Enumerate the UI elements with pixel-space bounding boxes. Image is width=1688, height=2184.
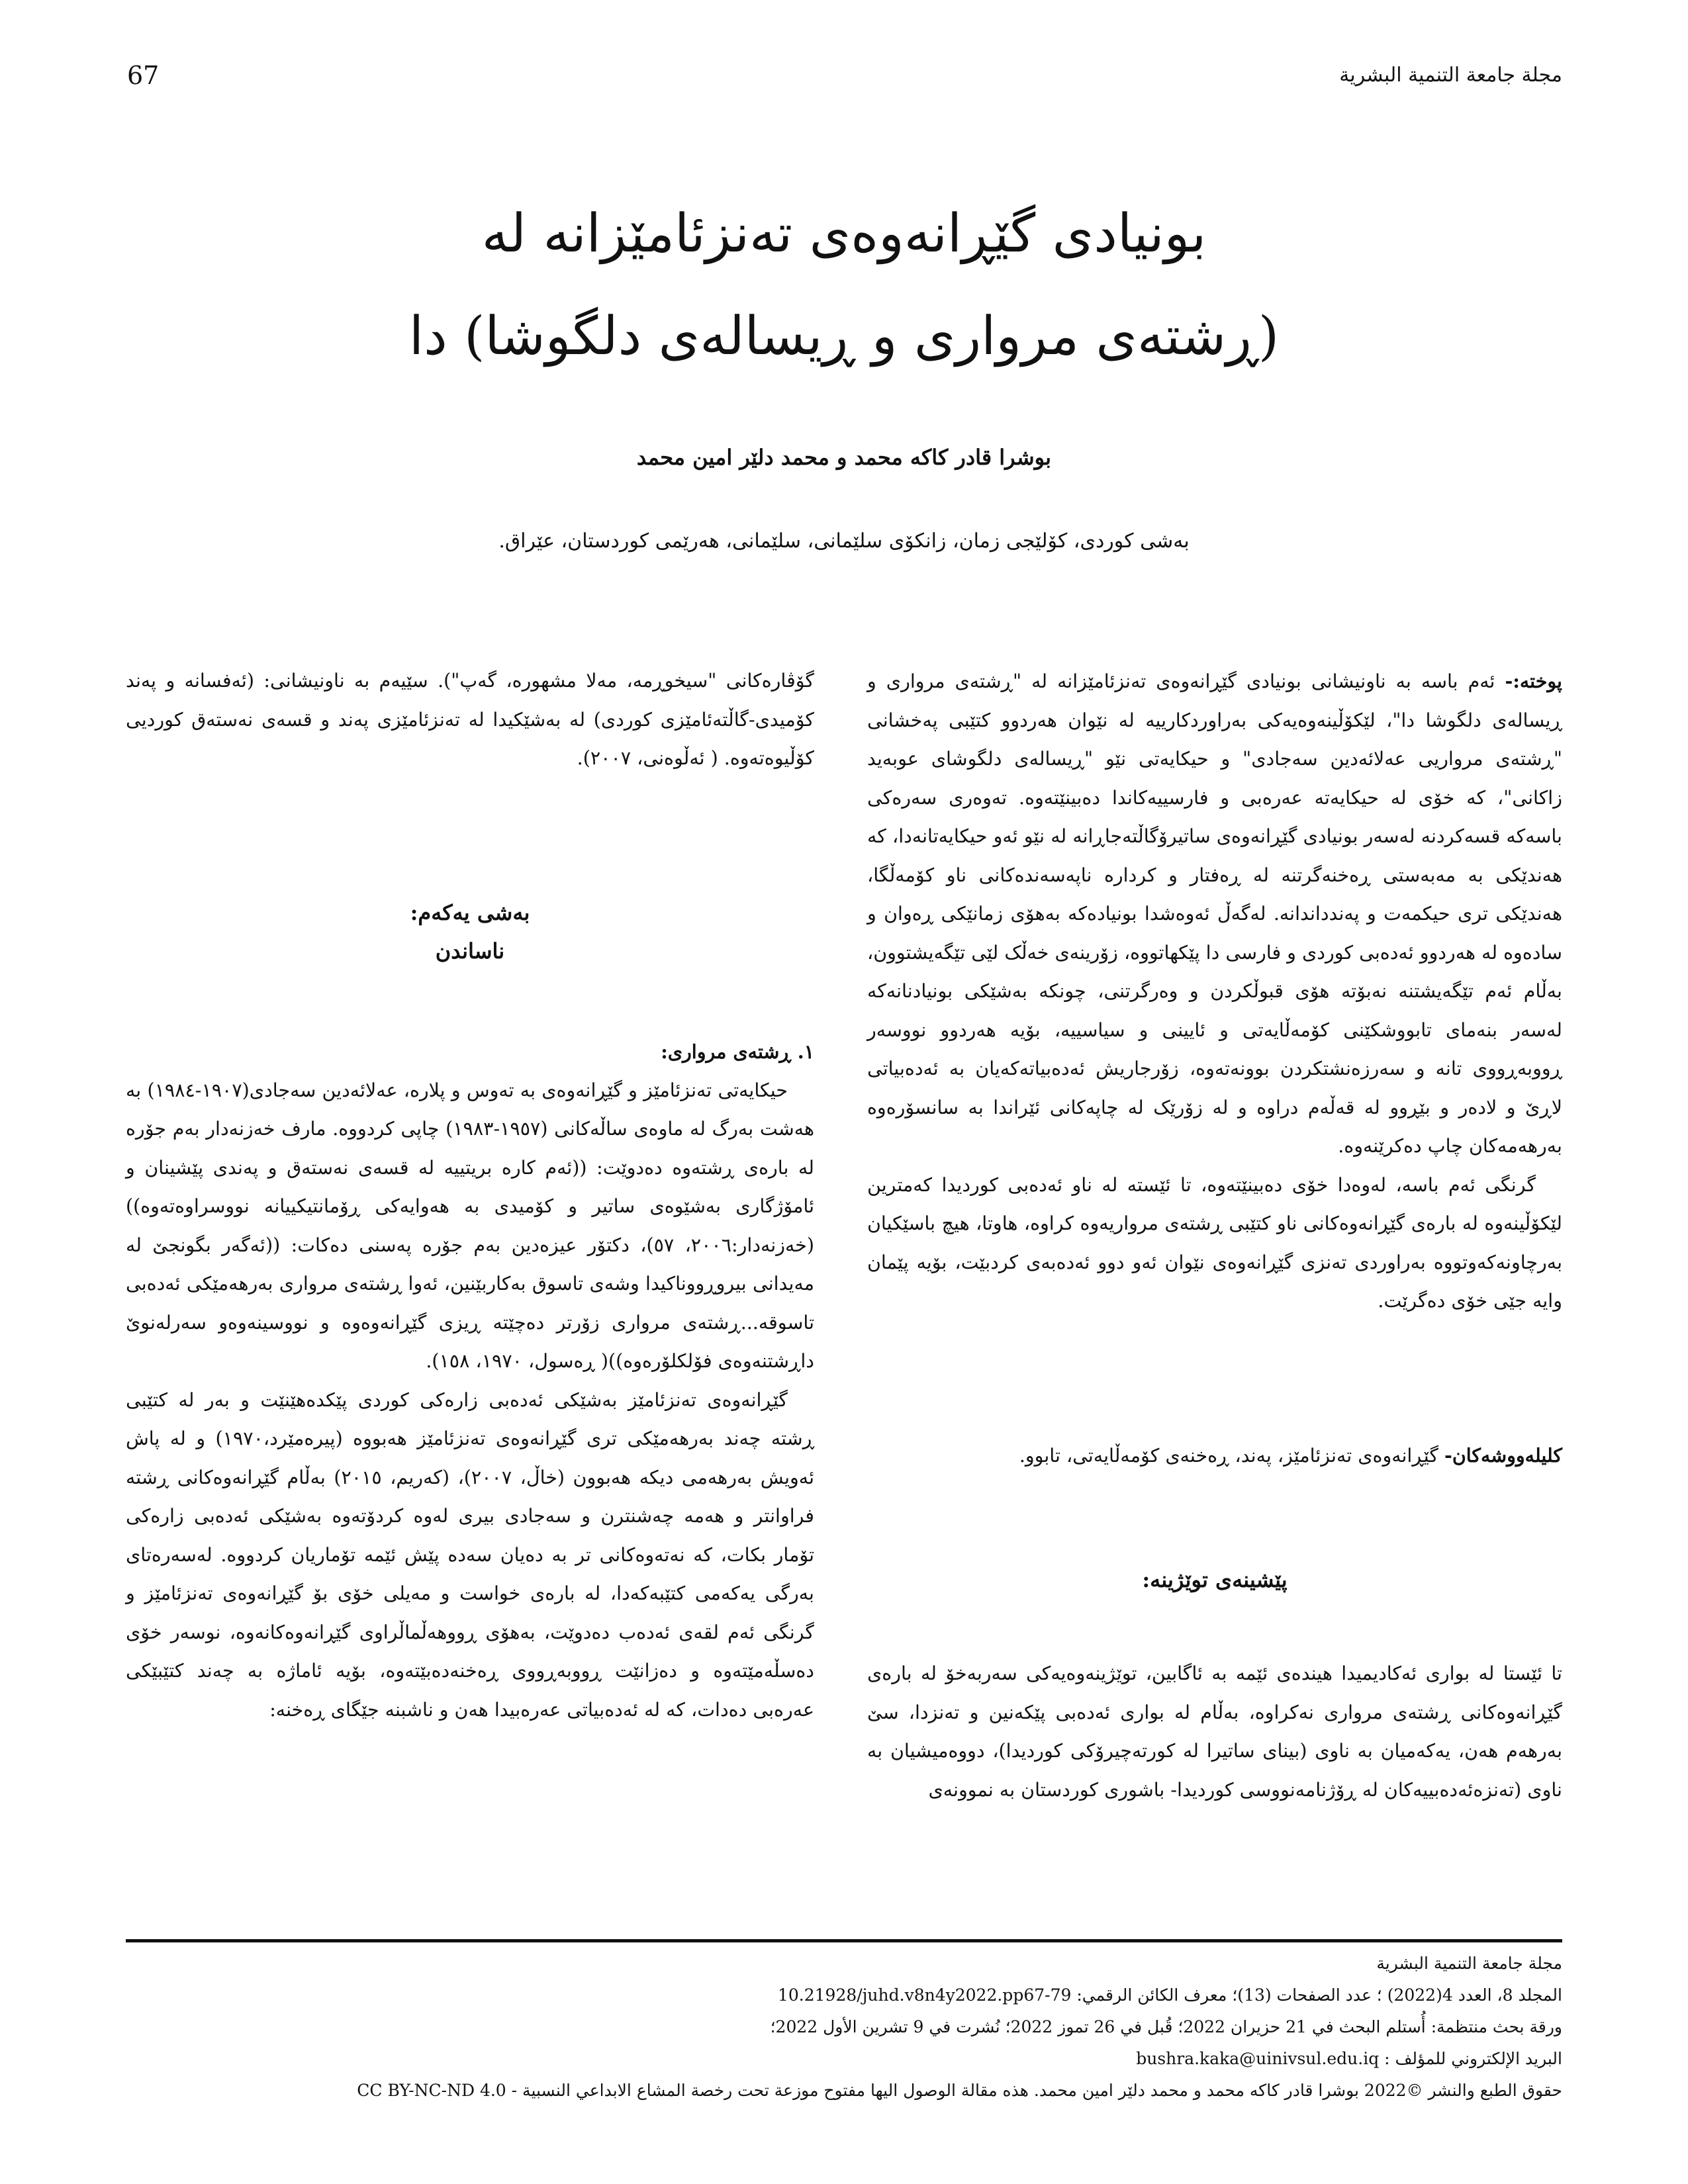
section-paragraph-1: حیکایەتی تەنزئامێز و گێڕانەوەی بە تەوس و پلارە، عەلائەدین سەجادی(١٩٠٧-١٩٨٤) بە هەشت بەرگ لە ماوەی ساڵەکانی (١٩٥٧-١٩٨٣) چاپی کردووە. مارف خەزنەدار بەم جۆرە لە بارەی ڕشتەوە دەدوێت: ((ئەم کارە بریتییە لە قسەی نەستەق و پەندی پێشینان و ئامۆژگاری بەشێوەی ساتیر و کۆمیدی بە هەوایەکی ڕۆمانتیکییانە نووسراوەتەوە))(خەزنەدار:٢٠٠٦، ٥٧)، دکتۆر عیزەدین بەم جۆرە پەسنی دەکات: ((ئەگەر بگونجێ لە مەیدانی بیروڕووناکیدا وشەی تاسوق بەکاربێنین، ئەوا ڕشتەی مرواری بەرهەمێکی ئەدەبی تاسوقە...ڕشتەی مرواری زۆرتر دەچێتە ڕیزی گێڕانەوەوە و نووسینەوەو سەرلەنوێ داڕشتنەوەی فۆلکلۆرەوە))( ڕەسول، ١٩٧٠، ١٥٨). — [126, 1079, 815, 1372]
left-column-continuation — [126, 662, 814, 778]
page-number: 67 — [127, 61, 160, 90]
author-email-link[interactable]: bushra.kaka@uinivsul.edu.iq — [1136, 2049, 1380, 2068]
section-one-body — [126, 1032, 814, 1729]
keywords-label: کلیلەووشەکان- — [1444, 1444, 1562, 1467]
title-line-2: (ڕشتەی مرواری و ڕیسالەی دلگوشا) دا — [408, 305, 1280, 367]
footer-dates: ورقة بحث منتظمة: أُستلم البحث في 21 حزيران 2022؛ قُبل في 26 تموز 2022؛ نُشرت في 9 تشرين الأول 2022؛ — [770, 2017, 1562, 2036]
intro-paragraph: تا ئێستا لە بواری ئەکادیمیدا هیندەی ئێمە بە ئاگابین، توێژینەوەیەکی سەربەخۆ لە بارەی گێڕانەوەکانی ڕشتەی مرواری نەکراوە، بەڵام لە بواری ئەدەبی پێکەنین و تەنزدا، سێ بەرهەم هەن، یەکەمیان بە ناوی (بیناى ساتیرا لە کورتەچیرۆکی کوردیدا)، دووەمیشیان بە ناوی (تەنزەئەدەبییەکان لە ڕۆژنامەنووسی کوردیدا- باشوری کوردستان بە نموونەی — [867, 1662, 1562, 1801]
authors: بوشرا قادر کاکە محمد و محمد دلێر امین محمد — [636, 445, 1052, 470]
footer-email-label: البريد الإلكتروني للمؤلف : — [1379, 2049, 1562, 2068]
keywords-block — [867, 1436, 1562, 1476]
intro-heading: پێشینەی توێژینە: — [1142, 1567, 1288, 1592]
journal-running-header: مجلة جامعة التنمية البشرية — [1339, 64, 1562, 87]
footer-rule — [126, 1939, 1562, 1942]
intro-block — [867, 1655, 1562, 1809]
section-one-subtitle: ناساندن — [435, 938, 505, 964]
abstract-paragraph-2: گرنگی ئەم باسە، لەوەدا خۆی دەبینێتەوە، تا ئێستە لە ناو ئەدەبی کوردیدا کەمترین لێکۆڵینەوە لە بارەی گێڕانەوەکانی ناو کتێبی ڕشتەی مرواریەوە کراوە، هاوتا، هیچ باسێکیان بەرچاونەکەوتووە بەراوردی تەنزی گێڕانەوەی نێوان ئەو دوو ئەدەبەی کردبێت، بۆیە پێمان وایە جێی خۆی دەگرێت. — [867, 1173, 1562, 1312]
footer-license-line — [357, 2081, 1562, 2100]
continuation-paragraph: گۆڤارەکانی "سیخوڕمە، مەلا مشهورە، گەپ"). سێیەم بە ناونیشانی: (ئەفسانە و پەند کۆمیدی-گاڵتەئامێزی کوردی) لە بەشێکیدا لە تەنزئامێزی پەند و قسەی نەستەق کوردیی کۆڵیوەتەوە. ( ئەڵوەنی، ٢٠٠٧). — [126, 670, 814, 769]
keywords-paragraph — [867, 1436, 1562, 1476]
abstract-text: ئەم باسە بە ناونیشانی بونیادی گێڕانەوەی تەنزئامێزانە لە "ڕشتەی مرواری و ڕیسالەی دلگوشا دا"، لێکۆڵینەوەیەکی بەراوردکارییە لە نێوان هەردوو کتێبی پەخشانی "ڕشتەی مرواریی عەلائەدین سەجادی" و حیکایەتی نێو "ڕیسالەی دلگوشای عوبەید زاکانی"، کە خۆی لە حیکایەتە عەرەبی و فارسییەکاندا دەبینێتەوە. تەوەری سەرەکی باسەکە قسەکردنە لەسەر بونیادی گێڕانەوەی ساتیرۆگاڵتەجاڕانە لە نێو ئەو حیکایەتانەدا، کە هەندێکی بە مەبەستی ڕەخنەگرتنە لە ڕەفتار و کردارە ناپەسەندەکانی ناو کۆمەڵگا، هەندێکی تری حیکمەت و پەندداندانە. لەگەڵ ئەوەشدا بونیادەکە بەهۆی زمانێکی ڕەوان و سادەوە لە هەردوو ئەدەبی کوردی و فارسی دا پێکهاتووە، زۆرینەی خەڵک لێی تێگەیشتوون، بەڵام ئەم تێگەیشتنە نەبۆتە هۆی قبوڵکردن و وەرگرتنی، چونکە بەشێکی بونیادنانەکە لەسەر بنەمای تابووشکێنی کۆمەڵایەتی و ئایینی و سیاسییە، بۆیە هەردوو نووسەر ڕووبەڕووی تانە و سەرزەنشتکردن بوونەتەوە، زۆرجاریش ئەدەبیاتەکەیان بە ئەدەبیاتی لاڕێ و لادەر و بێڕوو لە قەڵەم دراوە و لە زۆرێک لە چاپەکانی ئێراندا بە سانسۆرەوە بەرهەمەکان چاپ دەکرێنەوە. — [867, 670, 1562, 1157]
footer-email-line — [1136, 2049, 1562, 2068]
abstract-label: پوختە:- — [1505, 670, 1562, 692]
footer-volume-line — [778, 1985, 1562, 2005]
section-one-heading — [126, 893, 814, 970]
subsection-heading: ١. ڕشتەی مرواری: — [661, 1040, 814, 1063]
section-paragraph-2: گێڕانەوەی تەنزئامێز بەشێکی ئەدەبی زارەکی کوردی پێکدەهێنێت و بەر لە کتێبی ڕشتە چەند بەرهەمێکی تری گێڕانەوەی تەنزئامێز هەبووە (پیرەمێرد،١٩٧٠) و لە پاش ئەویش بەرهەمی دیکە هەبوون (خاڵ، ٢٠٠٧)، (کەریم، ٢٠١٥) بەڵام گێڕانەوەکانی ڕشتە فراوانتر و هەمە چەشنترن و سەجادی بیری لەوە کردۆتەوە بەشێکی ئەدەبی زارەکی تۆمار بکات، کە نەتەوەکانی تر بە دەیان سەدە پێش ئێمە تۆماریان کردووە. لەسەرەتای بەرگی یەکەمی کتێبەکەدا، لە بارەی خواست و مەیلی خۆی بۆ گێڕانەوەی تەنزئامێز و گرنگی ئەم لقەی ئەدەب دەدوێت، بەهۆی ڕووهەڵماڵراوی گێڕانەوەکانەوە، نوسەر خۆی دەسڵەمێتەوە و دەزانێت ڕووبەڕووی ڕەخنەدەبێتەوە، بۆیە ئاماژە بە چەند کتێبێکی عەرەبی دەدات، کە لە ئەدەبیاتی عەرەبیدا هەن و ناشبنە جێگای ڕەخنە: — [126, 1388, 814, 1721]
license-link[interactable]: CC BY-NC-ND 4.0 — [357, 2081, 506, 2100]
footer-copyright-text: حقوق الطبع والنشر ©2022 بوشرا قادر كاكه محمد و محمد دلێر امين محمد. هذه مقالة الوصول اليها مفتوح موزعة تحت رخصة المشاع الابداعي النسبية - — [506, 2081, 1562, 2100]
footer-volume-text: المجلد 8، العدد 4(2022) ؛ عدد الصفحات (13)؛ معرف الكائن الرقمي: — [1071, 1985, 1562, 2005]
abstract-block — [867, 662, 1562, 1321]
affiliation: بەشی کوردی، کۆلێجی زمان، زانکۆی سلێمانی، سلێمانی، هەرێمی کوردستان، عێراق. — [498, 529, 1190, 553]
footer-journal: مجلة جامعة التنمية البشرية — [1376, 1954, 1562, 1973]
article-title — [199, 182, 1489, 387]
section-one-title: بەشی یەکەم: — [410, 900, 530, 925]
doi-link[interactable]: 10.21928/juhd.v8n4y2022.pp67-79 — [777, 1985, 1072, 2005]
abstract-paragraph — [867, 662, 1562, 1166]
title-line-1: بونیادی گێڕانەوەی تەنزئامێزانە لە — [481, 203, 1207, 264]
keywords-text: گێڕانەوەی تەنزئامێز، پەند، ڕەخنەی کۆمەڵایەتی، تابوو. — [1019, 1445, 1438, 1467]
